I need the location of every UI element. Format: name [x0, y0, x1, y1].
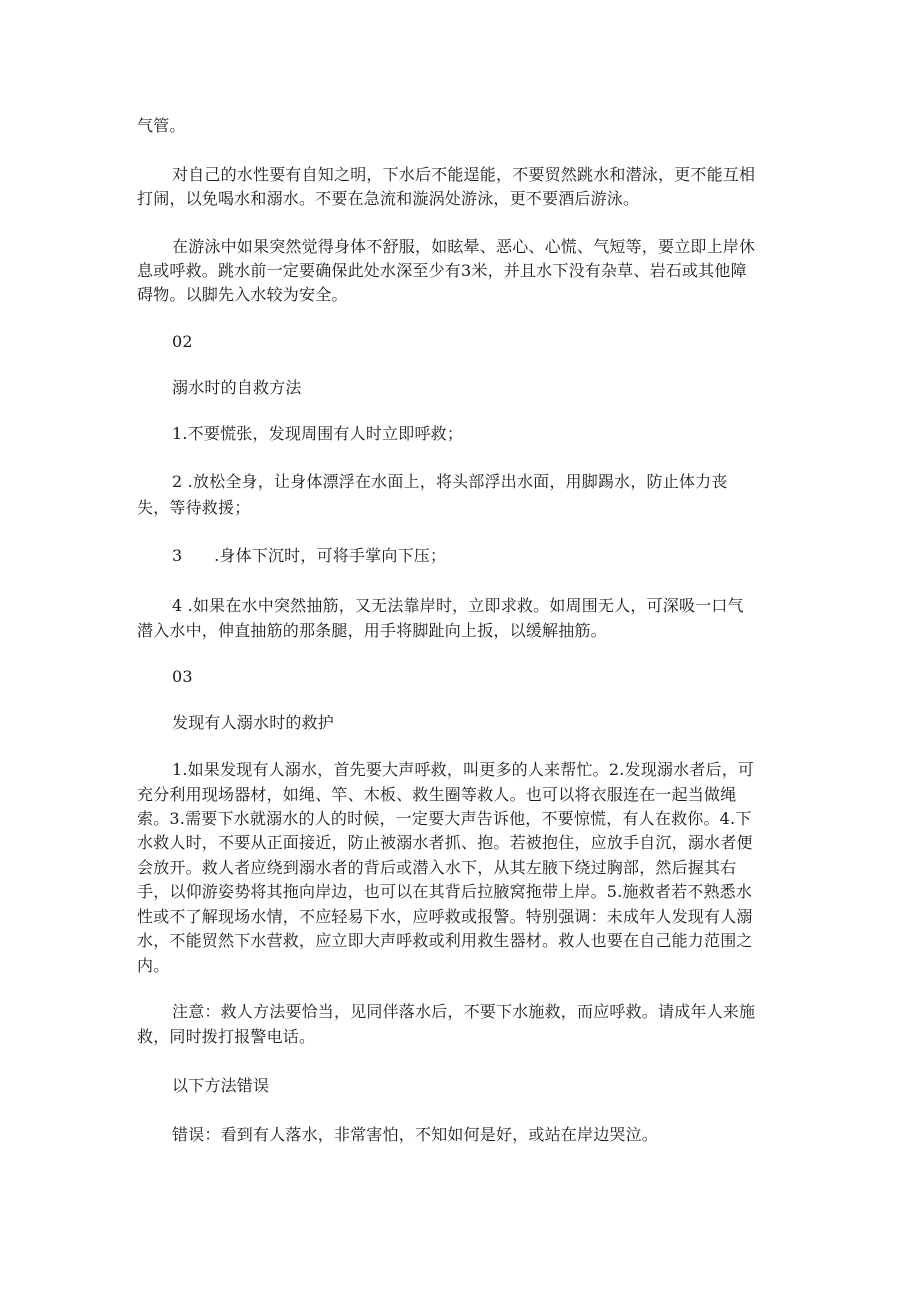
section-heading: 溺水时的自救方法 — [172, 378, 302, 397]
text-line: 水救人时，不要从正面接近，防止被溺水者抓、抱。若被抱住，应放手自沉，溺水者便 — [137, 833, 753, 852]
text-line: 充分利用现场器材，如绳、竿、木板、救生圈等救人。也可以将衣服连在一起当做绳 — [137, 785, 737, 804]
text-line: 以下方法错误 — [172, 1076, 270, 1095]
text-line: 手，以仰游姿势将其拖向岸边，也可以在其背后拉腋窝拖带上岸。5.施救者若不熟悉水 — [137, 882, 753, 901]
text-line: 4 .如果在水中突然抽筋，又无法靠岸时，立即求救。如周围无人，可深吸一口气 — [172, 596, 744, 615]
text-line: 1.如果发现有人溺水，首先要大声呼救，叫更多的人来帮忙。2.发现溺水者后，可 — [172, 760, 755, 779]
text-line: 2 .放松全身，让身体漂浮在水面上，将头部浮出水面，用脚踢水，防止体力丧 — [172, 472, 728, 491]
text-line: 性或不了解现场水情，不应轻易下水，应呼救或报警。特别强调：未成年人发现有人溺 — [137, 907, 753, 926]
text-line: 会放开。救人者应绕到溺水者的背后或潜入水下，从其左腋下绕过胸部，然后握其右 — [137, 858, 737, 877]
text-line: 索。3.需要下水就溺水的人的时候，一定要大声告诉他，不要惊慌，有人在救你。4.下 — [137, 809, 752, 828]
text-line: 对自己的水性要有自知之明，下水后不能逞能，不要贸然跳水和潜泳，更不能互相 — [172, 165, 756, 184]
text-line: 失，等待救援； — [137, 498, 251, 517]
section-heading: 发现有人溺水时的救护 — [172, 713, 335, 732]
text-line: 注意：救人方法要恰当，见同伴落水后，不要下水施救，而应呼救。请成年人来施 — [172, 1002, 756, 1021]
section-number: 03 — [172, 667, 193, 686]
text-line: 1.不要慌张，发现周围有人时立即呼救； — [172, 424, 464, 443]
text-line: 打闹，以免喝水和溺水。不要在急流和漩涡处游泳，更不要酒后游泳。 — [137, 189, 640, 208]
text-line: 气管。 — [137, 116, 186, 135]
text-line: 水，不能贸然下水营救，应立即大声呼救或利用救生器材。救人也要在自己能力范围之 — [137, 931, 753, 950]
text-line: 潜入水中，伸直抽筋的那条腿，用手将脚趾向上扳，以缓解抽筋。 — [137, 621, 607, 640]
text-line: 碍物。以脚先入水较为安全。 — [137, 285, 348, 304]
section-number: 02 — [172, 332, 193, 351]
text-line: 在游泳中如果突然觉得身体不舒服，如眩晕、恶心、心慌、气短等，要立即上岸休 — [172, 237, 756, 256]
text-line: 内。 — [137, 956, 170, 975]
text-line: 错误：看到有人落水，非常害怕，不知如何是好，或站在岸边哭泣。 — [172, 1125, 659, 1144]
text-line: 3 .身体下沉时，可将手掌向下压； — [172, 546, 447, 565]
text-line: 救，同时拨打报警电话。 — [137, 1027, 316, 1046]
text-line: 息或呼救。跳水前一定要确保此处水深至少有3米，并且水下没有杂草、岩石或其他障 — [137, 261, 747, 280]
